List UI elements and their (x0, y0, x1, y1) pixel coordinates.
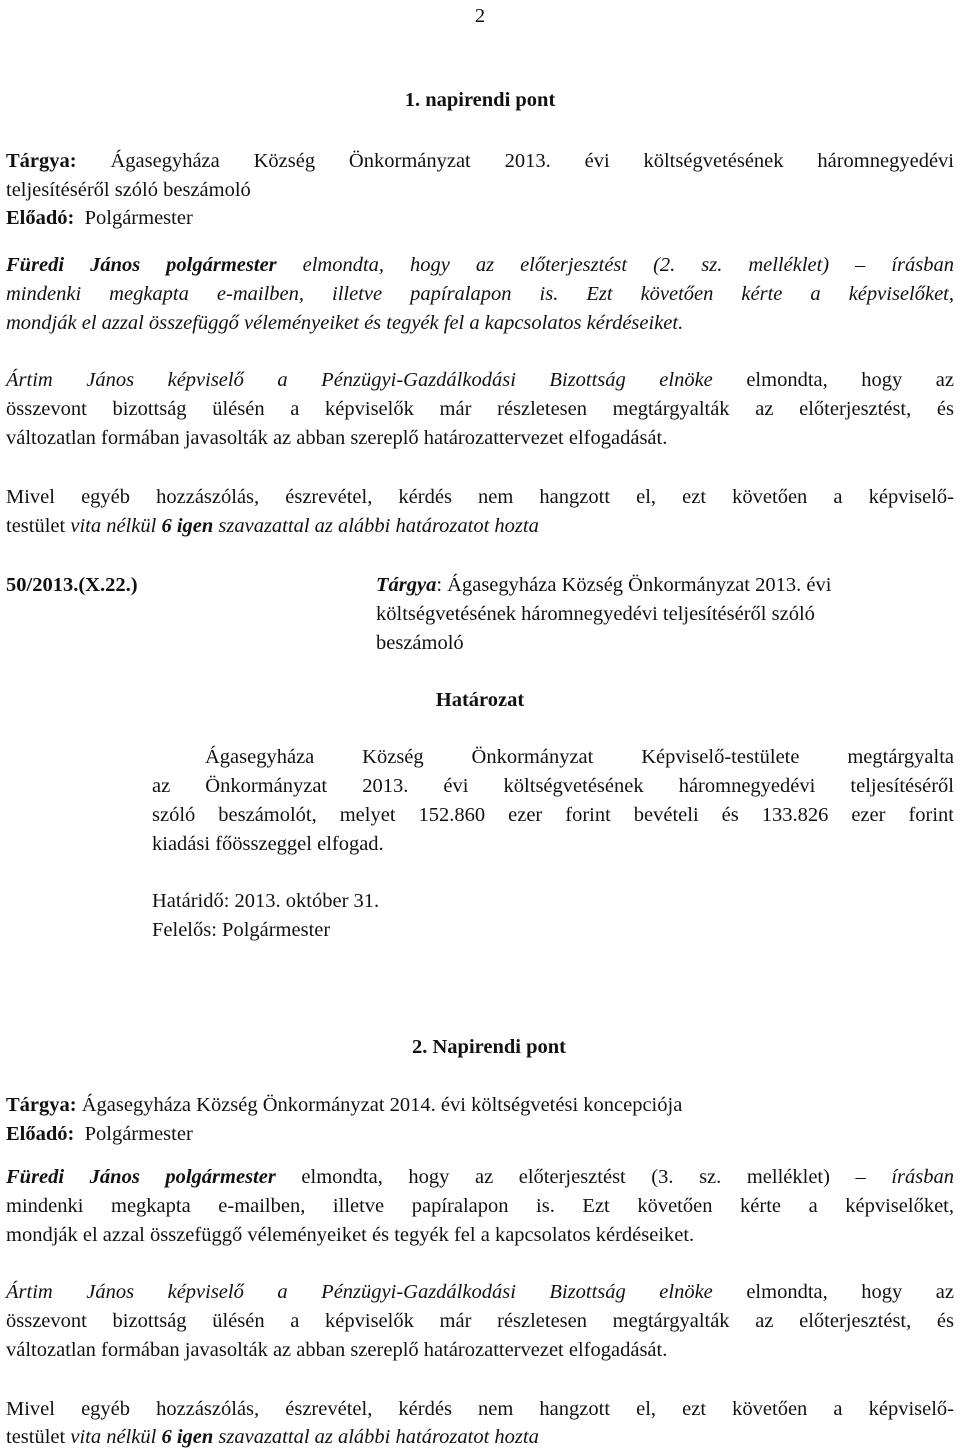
item2-p1-line3: mondják el azzal összefüggő véleményeiket és tegyék fel a kapcsolatos kérdéseiket. (6, 1224, 695, 1246)
p3-decision: szavazattal az alábbi határozatot hozta (218, 1426, 539, 1448)
presenter-label: Előadó: (6, 1123, 75, 1145)
speaker-name: Füredi János polgármester (6, 1166, 276, 1188)
item2-p3-line2 (6, 1423, 954, 1452)
speaker-name: Ártim János képviselő a Pénzügyi-Gazdálkodási Bizottság elnöke (6, 369, 713, 391)
item2-p2-line1 (6, 1278, 954, 1307)
p2-text: elmondta, hogy az (746, 369, 955, 391)
resolution-body-line4: kiadási főösszeggel elfogad. (152, 833, 384, 855)
p2-text: elmondta, hogy az (746, 1281, 955, 1303)
p1-text-italic: – írásban (855, 1166, 955, 1188)
item1-subject-line2: teljesítéséről szóló beszámoló (6, 179, 251, 201)
resolution-subject-line3: beszámoló (376, 632, 464, 654)
p1-text: elmondta, hogy az előterjesztést (3. sz. melléklet) (301, 1166, 830, 1188)
item1-p3-line1: Mivel egyéb hozzászólás, észrevétel, kérdés nem hangzott el, ezt követően a képviselő- (6, 486, 954, 508)
p3-vita: vita nélkül (70, 515, 157, 537)
resolution-subject-label: Tárgya (376, 574, 437, 596)
item2-p1-line2: mindenki megkapta e-mailben, illetve papíralapon is. Ezt követően kérte a képviselőket, (6, 1195, 954, 1217)
item1-p1-line1 (6, 251, 954, 280)
resolution-body-line2: az Önkormányzat 2013. évi költségvetésének háromnegyedévi teljesítéséről (152, 775, 954, 797)
p3-text: testület (6, 515, 66, 537)
item2-presenter-line (6, 1120, 954, 1149)
item1-p1-line3: mondják el azzal összefüggő véleményeiket és tegyék fel a kapcsolatos kérdéseiket. (6, 312, 684, 334)
p3-votes: 6 igen (161, 1426, 214, 1448)
item2-p1-line1 (6, 1163, 954, 1192)
resolution-subject-line1 (376, 571, 954, 600)
resolution-deadline: Határidő: 2013. október 31. (152, 890, 380, 912)
item1-p1-line2: mindenki megkapta e-mailben, illetve papíralapon is. Ezt követően kérte a képviselőket, (6, 283, 954, 305)
resolution-subject-text: : Ágasegyháza Község Önkormányzat 2013. évi (436, 574, 832, 596)
item1-p3-line2 (6, 512, 954, 541)
speaker-name: Füredi János polgármester (6, 254, 277, 276)
agenda-item-2-heading: 2. Napirendi pont (412, 1036, 566, 1058)
presenter-value: Polgármester (84, 1123, 193, 1145)
page-number: 2 (474, 5, 486, 27)
agenda-item-1-heading: 1. napirendi pont (404, 89, 556, 111)
p1-text: elmondta, hogy az előterjesztést (2. sz. melléklet) – írásban (302, 254, 954, 276)
item1-subject-line1 (6, 147, 954, 176)
p3-text: testület (6, 1426, 66, 1448)
item1-p2-line2: összevont bizottság ülésén a képviselők már részletesen megtárgyalták az előterjesztést, és (6, 398, 954, 420)
resolution-title: Határozat (435, 689, 525, 711)
presenter-value: Polgármester (84, 207, 193, 229)
p3-votes: 6 igen (161, 515, 214, 537)
subject-label: Tárgya: (6, 1094, 77, 1116)
resolution-body-line1: Ágasegyháza Község Önkormányzat Képviselő-testülete megtárgyalta (205, 746, 954, 768)
presenter-label: Előadó: (6, 207, 75, 229)
resolution-subject-line2: költségvetésének háromnegyedévi teljesítéséről szóló (376, 603, 815, 625)
subject-text: Ágasegyháza Község Önkormányzat 2013. évi költségvetésének háromnegyedévi (110, 150, 954, 172)
resolution-number: 50/2013.(X.22.) (6, 574, 138, 596)
p3-vita: vita nélkül (70, 1426, 157, 1448)
item1-p2-line3: változatlan formában javasolták az abban szereplő határozattervezet elfogadását. (6, 427, 668, 449)
subject-label: Tárgya: (6, 150, 77, 172)
speaker-name: Ártim János képviselő a Pénzügyi-Gazdálkodási Bizottság elnöke (6, 1281, 713, 1303)
item2-p2-line3: változatlan formában javasolták az abban szereplő határozattervezet elfogadását. (6, 1339, 668, 1361)
item2-p2-line2: összevont bizottság ülésén a képviselők már részletesen megtárgyalták az előterjesztést, és (6, 1310, 954, 1332)
item2-p3-line1: Mivel egyéb hozzászólás, észrevétel, kérdés nem hangzott el, ezt követően a képviselő- (6, 1398, 954, 1420)
subject-text: Ágasegyháza Község Önkormányzat 2014. évi költségvetési koncepciója (81, 1094, 683, 1116)
resolution-responsible: Felelős: Polgármester (152, 919, 331, 941)
item1-p2-line1 (6, 366, 954, 395)
resolution-body-line3: szóló beszámolót, melyet 152.860 ezer forint bevételi és 133.826 ezer forint (152, 804, 954, 826)
p3-decision: szavazattal az alábbi határozatot hozta (218, 515, 539, 537)
item1-presenter-line (6, 204, 954, 233)
item2-subject-line (6, 1091, 954, 1120)
